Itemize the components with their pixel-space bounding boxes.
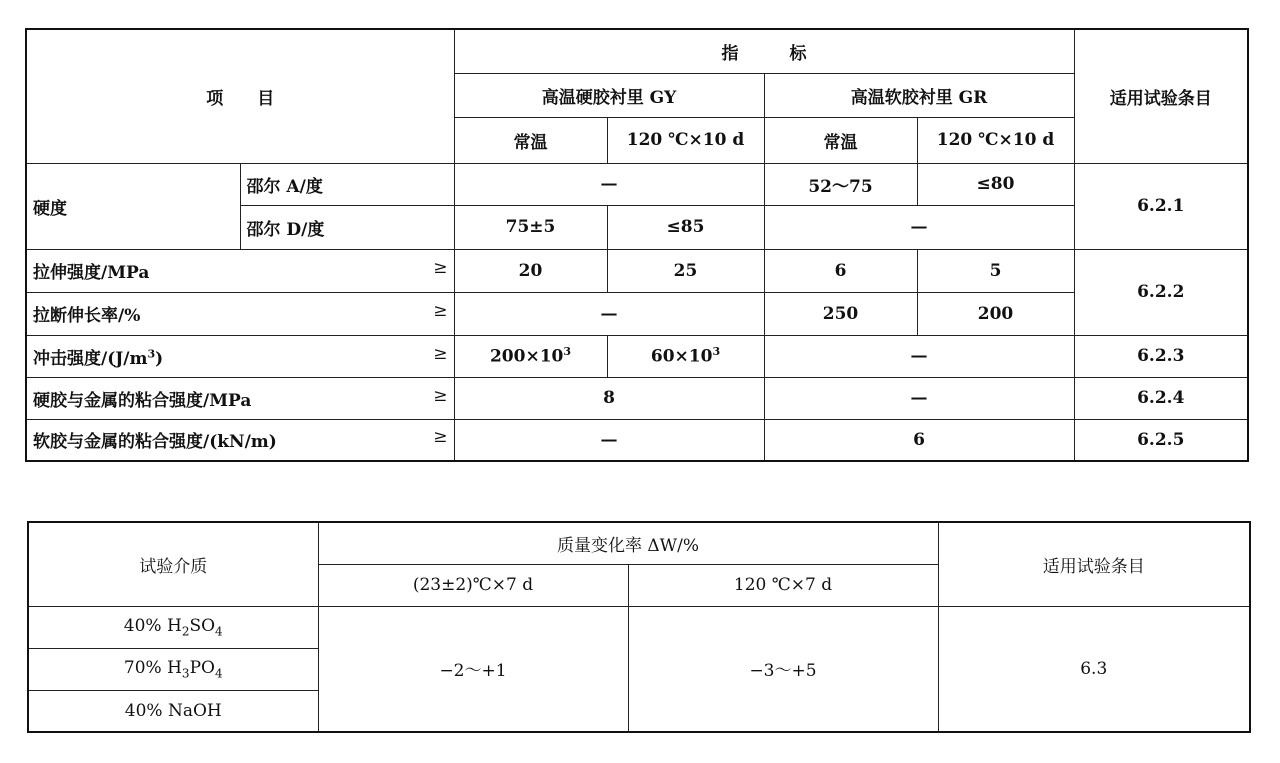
tensile-label (26, 249, 454, 292)
tensile-clause: 6.2.2 (1074, 249, 1248, 335)
hardness-label: 硬度 (26, 163, 240, 249)
medium-h3po4-mid: PO (189, 657, 215, 678)
impact-gr: — (764, 335, 1074, 377)
tensile-gr-heat: 5 (917, 249, 1074, 292)
impact-label (26, 335, 454, 377)
impact-gy-normal-sup: 3 (563, 345, 572, 359)
elongation-gr-normal: 250 (764, 292, 917, 335)
elongation-gy: — (454, 292, 764, 335)
elongation-label (26, 292, 454, 335)
header-applicable: 适用试验条目 (938, 522, 1250, 606)
hard-bond-label-text: 硬胶与金属的粘合强度/MPa (33, 390, 252, 411)
ge-symbol: ≥ (433, 427, 448, 448)
hard-bond-gr: — (764, 377, 1074, 419)
medium-h3po4-sub1: 3 (181, 666, 190, 681)
shore-a-gr-normal: 52～75 (764, 163, 917, 205)
shore-a-gr-heat: ≤80 (917, 163, 1074, 205)
room-temp-value: −2～+1 (318, 606, 628, 732)
elongation-label-text: 拉断伸长率/% (33, 306, 141, 326)
shore-d-gy-heat: ≤85 (607, 205, 764, 249)
soft-bond-gr: 6 (764, 419, 1074, 461)
header-medium: 试验介质 (28, 522, 318, 606)
header-indicator: 指 标 (454, 29, 1074, 73)
medium-h2so4-mid: SO (189, 615, 216, 636)
tensile-label-text: 拉伸强度/MPa (33, 263, 150, 283)
hard-bond-clause: 6.2.4 (1074, 377, 1248, 419)
header-gr-normal: 常温 (764, 117, 917, 163)
impact-gy-normal-pre: 200×10 (489, 346, 564, 367)
properties-table (25, 28, 1249, 462)
tensile-gy-normal: 20 (454, 249, 607, 292)
impact-label-sup: 3 (147, 346, 156, 360)
medium-h2so4-sub1: 2 (181, 624, 190, 639)
medium-h3po4-sub2: 4 (214, 666, 223, 681)
shore-d-label: 邵尔 D/度 (240, 205, 454, 249)
header-mass-change: 质量变化率 ΔW/% (318, 522, 938, 564)
header-gy-heat: 120 ℃×10 d (607, 117, 764, 163)
hard-bond-label (26, 377, 454, 419)
tensile-gy-heat: 25 (607, 249, 764, 292)
header-gy: 高温硬胶衬里 GY (454, 73, 764, 117)
impact-label-post: ) (155, 348, 164, 369)
chem-clause: 6.3 (938, 606, 1250, 732)
header-gy-normal: 常温 (454, 117, 607, 163)
impact-gy-heat-sup: 3 (712, 345, 721, 359)
ge-symbol: ≥ (433, 258, 448, 278)
shore-a-gy: — (454, 163, 764, 205)
chemical-resistance-table (27, 521, 1251, 733)
medium-h3po4 (28, 648, 318, 690)
medium-h2so4-pct: 40% H (123, 615, 182, 636)
tensile-gr-normal: 6 (764, 249, 917, 292)
medium-naoh: 40% NaOH (28, 690, 318, 732)
ge-symbol: ≥ (433, 385, 448, 406)
impact-label-pre: 冲击强度/(J/m (33, 348, 148, 369)
ge-symbol: ≥ (433, 343, 448, 364)
medium-h2so4-sub2: 4 (215, 624, 223, 639)
header-gr: 高温软胶衬里 GR (764, 73, 1074, 117)
header-room-temp: (23±2)℃×7 d (318, 564, 628, 606)
medium-h3po4-pct: 70% H (123, 657, 182, 678)
header-item: 项 目 (26, 29, 454, 163)
elongation-gr-heat: 200 (917, 292, 1074, 335)
medium-h2so4 (28, 606, 318, 648)
soft-bond-label-text: 软胶与金属的粘合强度/(kN/m) (33, 432, 277, 453)
soft-bond-clause: 6.2.5 (1074, 419, 1248, 461)
hardness-clause: 6.2.1 (1074, 163, 1248, 249)
header-applicable: 适用试验条目 (1074, 29, 1248, 163)
impact-gy-heat-pre: 60×10 (650, 346, 713, 367)
ge-symbol: ≥ (433, 301, 448, 321)
header-high-temp: 120 ℃×7 d (628, 564, 938, 606)
shore-d-gy-normal: 75±5 (454, 205, 607, 249)
high-temp-value: −3～+5 (628, 606, 938, 732)
shore-d-gr: — (764, 205, 1074, 249)
hard-bond-gy: 8 (454, 377, 764, 419)
soft-bond-label (26, 419, 454, 461)
shore-a-label: 邵尔 A/度 (240, 163, 454, 205)
impact-gy-normal (454, 335, 607, 377)
soft-bond-gy: — (454, 419, 764, 461)
impact-clause: 6.2.3 (1074, 335, 1248, 377)
impact-gy-heat (607, 335, 764, 377)
header-gr-heat: 120 ℃×10 d (917, 117, 1074, 163)
